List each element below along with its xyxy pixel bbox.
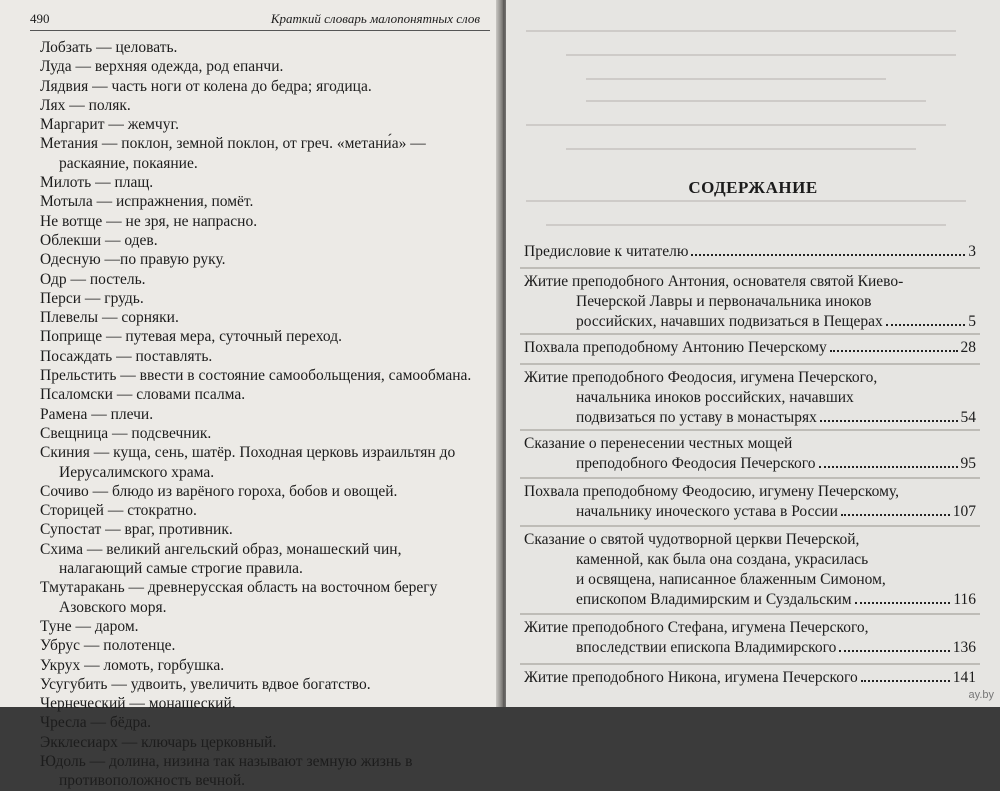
toc-line [524,590,976,610]
glossary-entry: Схима — великий ангельский образ, монашеский чин, налагающий самые строгие правила. [40,540,402,578]
toc-line [524,530,976,550]
glossary-entry: Тмутаракань — древнерусская область на восточном берегу Азовского моря. [40,579,438,616]
toc-line-text: начальника иноков российских, начавших [576,389,854,406]
toc-separator [520,663,980,665]
glossary-entry: Лядвия — часть ноги от колена до бедра; ягодица. [40,77,372,95]
page-number: 490 [30,11,50,26]
toc-leader-dots [886,324,966,326]
toc-line-text: начальнику иноческого устава в России [576,503,838,520]
toc-line-text: Похвала преподобному Антонию Печерскому [524,339,827,356]
glossary-list [40,38,485,791]
toc-line-text: впоследствии епископа Владимирского [576,639,837,656]
glossary-entry: Сторицей — стократно. [40,502,197,520]
toc-separator [520,477,980,479]
glossary-entry: Чресла — бёдра. [40,714,151,732]
toc-page-number: 3 [968,243,976,260]
glossary-entry: Посаждать — поставлять. [40,347,213,365]
glossary-entry: Маргарит — жемчуг. [40,116,179,134]
glossary-entry: Одр — постель. [40,270,146,288]
toc-line [524,570,976,590]
glossary-entry: Луда — верхняя одежда, род епанчи. [40,58,284,76]
glossary-entry: Скиния — куща, сень, шатёр. Походная церковь израильтян до Иерусалимского храма. [40,444,456,481]
glossary-entry: Свещница — подсвечник. [40,424,212,442]
glossary-entry: Убрус — полотенце. [40,637,176,655]
toc-page-number: 116 [953,591,976,608]
toc-page-number: 136 [952,639,976,656]
toc-line-text: Житие преподобного Никона, игумена Печерского [524,669,858,686]
left-page [0,0,500,790]
toc-line-text: Предисловие к читателю [524,243,689,260]
toc-leader-dots [691,254,965,256]
toc-line [524,550,976,570]
toc-leader-dots [820,420,958,422]
toc-page-number: 54 [960,409,976,426]
toc-line [524,368,976,388]
toc-leader-dots [841,514,950,516]
glossary-entry: Псаломски — словами псалма. [40,386,246,404]
toc-separator [520,429,980,431]
toc-line-text: преподобного Феодосия Печерского [576,455,816,472]
toc-line-text: подвизаться по уставу в монастырях [576,409,817,426]
toc-entry[interactable] [524,272,976,332]
toc-page-number: 95 [960,455,976,472]
toc-line [524,482,976,502]
section-title: Краткий словарь малопонятных слов [270,11,480,26]
toc-entry[interactable] [524,368,976,428]
glossary-entry: Супостат — враг, противник. [40,521,233,539]
glossary-entry: Усугубить — удвоить, увеличить вдвое богатство. [40,675,371,693]
toc-entry[interactable] [524,434,976,474]
toc-leader-dots [830,350,958,352]
glossary-entry: Чернеческий — монашеский. [40,695,236,713]
toc-line-text: российских, начавших подвизаться в Пещерах [576,313,883,330]
toc-line [524,292,976,312]
toc-separator [520,267,980,269]
toc-line-text: Житие преподобного Стефана, игумена Печерского, [524,619,869,636]
toc-line [524,312,976,332]
toc-line-text: Сказание о святой чудотворной церкви Печерской, [524,531,860,548]
glossary-entry: Милоть — плащ. [40,174,154,192]
toc-leader-dots [819,466,958,468]
glossary-entry: Лобзать — целовать. [40,39,178,56]
toc-line-text: каменной, как была она создана, украсилась [576,551,869,568]
toc-page-number: 28 [960,339,976,356]
toc-line [524,272,976,292]
toc-page-number: 107 [952,503,976,520]
toc-line [524,502,976,522]
glossary-entry: Укрух — ломоть, горбушка. [40,656,225,674]
toc-entry[interactable] [524,482,976,522]
toc-separator [520,333,980,335]
toc-line-text: Похвала преподобному Феодосию, игумену Печерскому, [524,483,899,500]
toc-line [524,338,976,358]
glossary-entry: Поприще — путевая мера, суточный переход. [40,328,342,346]
toc-entry[interactable] [524,668,976,688]
glossary-entry: Прельстить — ввести в состояние самообольщения, самообмана. [40,367,472,385]
toc-entry[interactable] [524,338,976,358]
glossary-entry: Рамена — плечи. [40,405,154,423]
toc-line-text: Печерской Лавры и первоначальника иноков [576,293,872,310]
toc-line [524,618,976,638]
glossary-entry: Экклесиарх — ключарь церковный. [40,733,277,751]
toc-line [524,242,976,262]
glossary-entry: Мотыла — испражнения, помёт. [40,193,254,211]
toc-line [524,408,976,428]
glossary-entry: Лях — поляк. [40,96,131,114]
toc-line-text: Житие преподобного Феодосия, игумена Печерского, [524,369,878,386]
toc-line [524,638,976,658]
glossary-entry: Плевелы — сорняки. [40,309,179,327]
toc-title: СОДЕРЖАНИЕ [688,178,818,197]
toc-line-text: епископом Владимирским и Суздальским [576,591,852,608]
glossary-entry: Юдоль — долина, низина так называют земную жизнь в противоположность вечной. [40,752,413,790]
toc-separator [520,363,980,365]
toc-line-text: Сказание о перенесении честных мощей [524,435,793,452]
toc-leader-dots [855,602,951,604]
toc-entry[interactable] [524,618,976,658]
glossary-entry: Облекши — одев. [40,231,158,249]
glossary-entry: Туне — даром. [40,617,139,635]
glossary-entry: Одесную —по правую руку. [40,251,226,269]
toc-leader-dots [861,680,950,682]
right-page [506,0,1000,707]
toc-separator [520,525,980,527]
toc-line-text: и освящена, написанное блаженным Симоном, [576,571,886,588]
watermark: ay.by [968,689,994,701]
toc-leader-dots [839,650,949,652]
glossary-entry: Метания — поклон, земной поклон, от греч. «метани́а» — раскаяние, покаяние. [40,135,426,172]
toc-line [524,454,976,474]
running-head [30,8,490,31]
toc-page-number: 141 [952,669,976,686]
toc-line [524,388,976,408]
glossary-entry: Не вотще — не зря, не напрасно. [40,212,258,230]
toc-separator [520,613,980,615]
glossary-entry: Сочиво — блюдо из варёного гороха, бобов и овощей. [40,482,398,500]
toc-line [524,668,976,688]
toc-entry[interactable] [524,242,976,262]
glossary-entry: Перси — грудь. [40,289,144,307]
toc-entry[interactable] [524,530,976,610]
toc-line-text: Житие преподобного Антония, основателя святой Киево- [524,273,904,290]
toc-page-number: 5 [968,313,976,330]
toc-line [524,434,976,454]
